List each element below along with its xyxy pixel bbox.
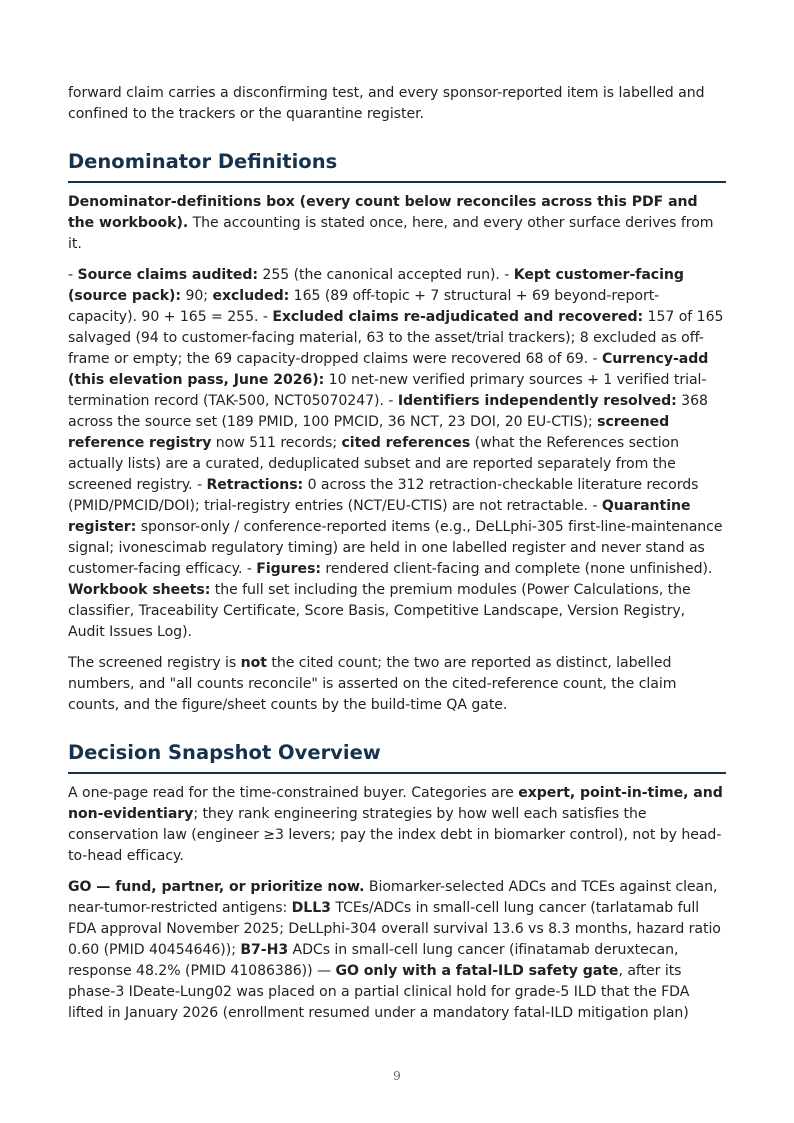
item-text: 255 (the canonical accepted run). <box>258 267 505 283</box>
section-heading-denominator: Denominator Definitions <box>68 149 726 183</box>
item-prefix: - <box>68 267 78 283</box>
item-label-retractions: Retractions: <box>206 477 304 493</box>
item-label-cited-references: cited references <box>341 435 471 451</box>
denominator-section <box>68 149 726 716</box>
item-prefix: - <box>592 498 602 514</box>
go-label: GO — fund, partner, or prioritize now. <box>68 879 365 895</box>
item-text: 368 across the source set (189 PMID, 100 PMCID, 36 NCT, 23 DOI, 20 EU-CTIS); <box>68 393 708 430</box>
snapshot-text: ; they rank engineering strategies by how well each satisfies the conservation law (engineer ≥3 levers; pay the index debt in biomarker control), not by head-to-head efficacy. <box>68 806 722 864</box>
snapshot-go-paragraph <box>68 877 726 1024</box>
go-target-dll3: DLL3 <box>291 900 331 916</box>
go-text: , after its phase-3 IDeate-Lung02 was placed on a partial clinical hold for grade-5 ILD that the FDA lifted in January 2026 (enrollment resumed under a mandatory fatal-ILD mitigation plan) <box>68 963 690 1021</box>
denominator-items-paragraph <box>68 265 726 643</box>
denominator-lead-text: The accounting is stated once, here, and every other surface derives from it. <box>68 215 714 252</box>
page-number: 9 <box>393 1069 401 1083</box>
item-label-screened-registry: screened reference registry <box>68 414 670 451</box>
intro-paragraph: forward claim carries a disconfirming test, and every sponsor-reported item is labelled and confined to the trackers or the quarantine register. <box>68 85 705 122</box>
section-heading-snapshot: Decision Snapshot Overview <box>68 740 726 774</box>
go-text: TCEs/ADCs in small-cell lung cancer (tarlatamab full FDA approval November 2025; DeLLphi-304 overall survival 13.6 vs 8.3 months, hazard ratio 0.60 (PMID 40454646)); <box>68 900 721 958</box>
item-label-quarantine: Quarantine register: <box>68 498 691 535</box>
item-label-source-claims: Source claims audited: <box>77 267 258 283</box>
item-text: 0 across the 312 retraction-checkable literature records (PMID/PMCID/DOI); trial-registry entries (NCT/EU-CTIS) are not retractable. <box>68 477 699 514</box>
closing-text: The screened registry is <box>68 655 241 671</box>
go-safety-gate: GO only with a fatal-ILD safety gate <box>335 963 619 979</box>
item-label-kept: Kept customer-facing (source pack): <box>68 267 684 304</box>
item-text: 10 net-new verified primary sources + 1 verified trial-termination record (TAK-500, NCT05070247). <box>68 372 707 409</box>
item-label-currency-add: Currency-add (this elevation pass, June 2026): <box>68 351 709 388</box>
item-prefix: - <box>246 561 257 577</box>
denominator-lead-paragraph <box>68 192 726 255</box>
item-label-excluded: excluded: <box>212 288 290 304</box>
item-prefix: - <box>592 351 602 367</box>
item-label-figures: Figures: <box>256 561 321 577</box>
item-prefix: - <box>196 477 207 493</box>
snapshot-bold: expert, point-in-time, and non-evidentiary <box>68 785 723 822</box>
item-label-identifiers: Identifiers independently resolved: <box>397 393 677 409</box>
item-text: 165 (89 off-topic + 7 structural + 69 beyond-report-capacity). 90 + 165 = 255. <box>68 288 660 325</box>
item-label-recovered: Excluded claims re-adjudicated and recovered: <box>272 309 644 325</box>
item-text: rendered client-facing and complete (none unfinished). <box>321 561 713 577</box>
item-prefix: - <box>504 267 514 283</box>
denominator-closing-paragraph <box>68 653 726 716</box>
go-text: Biomarker-selected ADCs and TCEs against clean, near-tumor-restricted antigens: <box>68 879 718 916</box>
item-text: 90; <box>181 288 213 304</box>
go-text: ADCs in small-cell lung cancer (ifinatamab deruxtecan, response 48.2% (PMID 41086386)) — <box>68 942 679 979</box>
item-text: the full set including the premium modules (Power Calculations, the classifier, Traceability Certificate, Score Basis, Competitive Landscape, Version Registry, Audit Issues Log). <box>68 582 691 640</box>
go-target-b7h3: B7-H3 <box>240 942 289 958</box>
snapshot-intro-paragraph <box>68 783 726 867</box>
item-text: now 511 records; <box>211 435 342 451</box>
item-label-workbook: Workbook sheets: <box>68 582 211 598</box>
item-text: sponsor-only / conference-reported items (e.g., DeLLphi-305 first-line-maintenance signal; ivonescimab regulatory timing) are held in one labelled register and never stand as customer-facing efficacy. <box>68 519 723 577</box>
snapshot-text: A one-page read for the time-constrained buyer. Categories are <box>68 785 519 801</box>
item-text: (what the References section actually lists) are a curated, deduplicated subset and are reported separately from the screened registry. <box>68 435 680 493</box>
item-prefix: - <box>262 309 273 325</box>
closing-bold: not <box>240 655 267 671</box>
closing-text: the cited count; the two are reported as distinct, labelled numbers, and "all counts reconcile" is asserted on the cited-reference count, the claim counts, and the figure/sheet counts by the build-time QA gate. <box>68 655 677 713</box>
item-prefix: - <box>388 393 398 409</box>
denominator-lead-bold: Denominator-definitions box (every count below reconciles across this PDF and the workbook). <box>68 194 698 231</box>
snapshot-section <box>68 740 726 1024</box>
document-page <box>68 83 726 1024</box>
item-text: 157 of 165 salvaged (94 to customer-facing material, 63 to the asset/trial trackers); 8 excluded as off-frame or empty; the 69 capacity-dropped claims were recovered 68 of 69. <box>68 309 724 367</box>
